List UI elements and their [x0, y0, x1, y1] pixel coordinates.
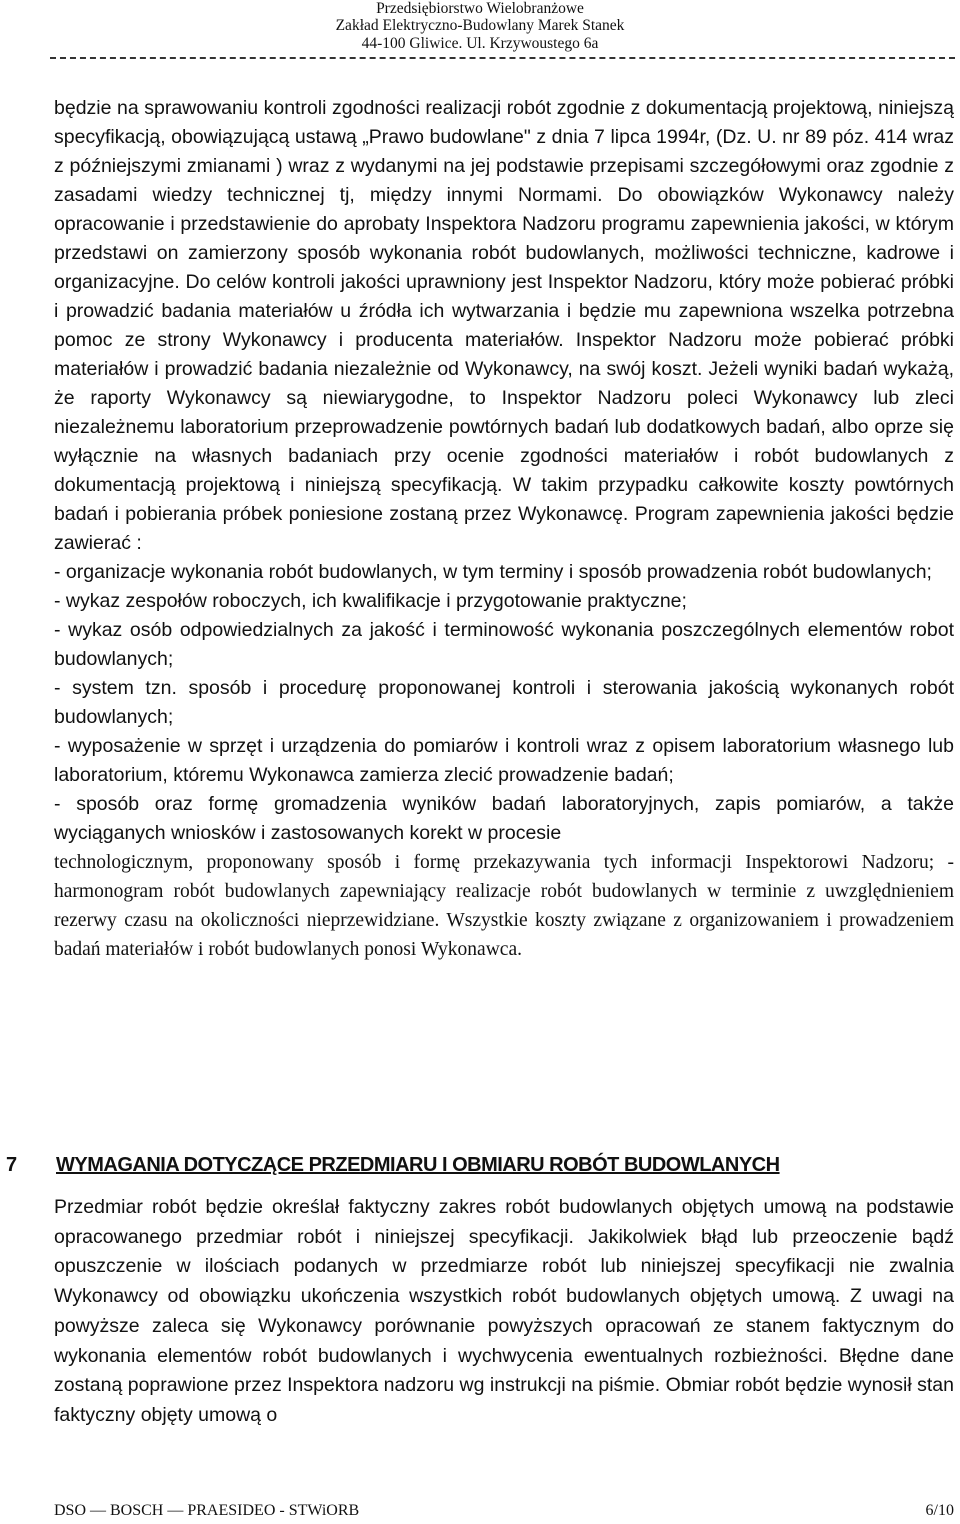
list-item: - system tzn. sposób i procedurę proponowanej kontroli i sterowania jakością wykonanych robót budowlanych; — [54, 677, 954, 728]
section-number: 7 — [6, 1154, 18, 1176]
company-name: Przedsiębiorstwo Wielobranżowe — [376, 0, 584, 17]
list-item: - sposób oraz formę gromadzenia wyników badań laboratoryjnych, zapis pomiarów, a także wyciąganych wniosków i zastosowanych korekt w procesie — [54, 793, 954, 844]
section-title: WYMAGANIA DOTYCZĄCE PRZEDMIARU I OBMIARU ROBÓT BUDOWLANYCH — [56, 1154, 780, 1176]
footer-document-code: DSO — BOSCH — PRAESIDEO - STWiORB — [54, 1502, 360, 1519]
list-item: - wykaz osób odpowiedzialnych za jakość i terminowość wykonania poszczególnych elementów robot budowlanych; — [54, 619, 954, 670]
page-number: 6/10 — [925, 1502, 954, 1519]
header-divider — [50, 57, 955, 59]
list-item: - organizacje wykonania robót budowlanych, w tym terminy i sposób prowadzenia robót budowlanych; — [54, 561, 932, 583]
company-division: Zakład Elektryczno-Budowlany Marek Stanek — [335, 17, 625, 34]
serif-paragraph: technologicznym, proponowany sposób i formę przekazywania tych informacji Inspektorowi Nadzoru; -harmonogram robót budowlanych zapewniający realizacje robót budowlanych w terminie z uwzględnieniem rezerwy czasu na okoliczności nieprzewidziane. Wszystkie koszty związane z organizowaniem i prowadzeniem badań materiałów i robót budowlanych ponosi Wykonawca. — [54, 852, 954, 960]
company-address: 44-100 Gliwice. Ul. Krzywoustego 6a — [361, 35, 599, 52]
section-text: Przedmiar robót będzie określał faktyczny zakres robót budowlanych objętych umową na podstawie opracowanego przedmiar robót i niniejszej specyfikacji. Jakikolwiek błąd lub przeoczenie bądź opuszczenie w ilościach podanych w przedmiarze robót lub niniejszej specyfikacji nie zwalnia Wykonawcy od obowiązku ukończenia wszystkich robót budowlanych objętych umową. Z uwagi na powyższe zaleca się Wykonawcy porównanie powyższych opracowań ze stanem faktycznym do wykonania elementów robót budowlanych i wychwycenia ewentualnych rozbieżności. Błędne dane zostaną poprawione przez Inspektora nadzoru wg instrukcji na piśmie. Obmiar robót będzie wynosił stan faktyczny objęty umową o — [54, 1196, 954, 1426]
intro-paragraph: będzie na sprawowaniu kontroli zgodności realizacji robót zgodnie z dokumentacją projektową, niniejszą specyfikacją, obowiązującą ustawą „Prawo budowlane" z dnia 7 lipca 1994r, (Dz. U. nr 89 póz. 414 wraz z późniejszymi zmianami ) wraz z wydanymi na jej podstawie przepisami szczegółowymi oraz zgodnie z zasadami wiedzy technicznej tj, między innymi Normami. Do obowiązków Wykonawcy należy opracowanie i przedstawienie do aprobaty Inspektora Nadzoru programu zapewnienia jakości, w którym przedstawi on zamierzony sposób wykonania robót budowlanych, możliwości techniczne, kadrowe i organizacyjne. Do celów kontroli jakości uprawniony jest Inspektor Nadzoru, który może pobierać próbki i prowadzić badania materiałów u źródła ich wytwarzania i będzie mu zapewniona wszelka potrzebna pomoc ze strony Wykonawcy i producenta materiałów. Inspektor Nadzoru może pobierać próbki materiałów i prowadzić badania niezależnie od Wykonawcy, na swój koszt. Jeżeli wyniki badań wykażą, że raporty Wykonawcy są niewiarygodne, to Inspektor Nadzoru poleci Wykonawcy lub zleci niezależnemu laboratorium przeprowadzenie powtórnych badań lub dodatkowych badań, albo oprze się wyłącznie na własnych badaniach przy ocenie zgodności materiałów i robót budowlanych z dokumentacją projektową i niniejszą specyfikacją. W takim przypadku całkowite koszty powtórnych badań i pobierania próbek poniesione zostaną przez Wykonawcę. Program zapewnienia jakości będzie zawierać : — [54, 97, 954, 554]
list-item: - wyposażenie w sprzęt i urządzenia do pomiarów i kontroli wraz z opisem laboratorium własnego lub laboratorium, któremu Wykonawca zamierza zlecić prowadzenie badań; — [54, 735, 954, 786]
list-item: - wykaz zespołów roboczych, ich kwalifikacje i przygotowanie praktyczne; — [54, 590, 687, 612]
main-text — [54, 94, 954, 964]
